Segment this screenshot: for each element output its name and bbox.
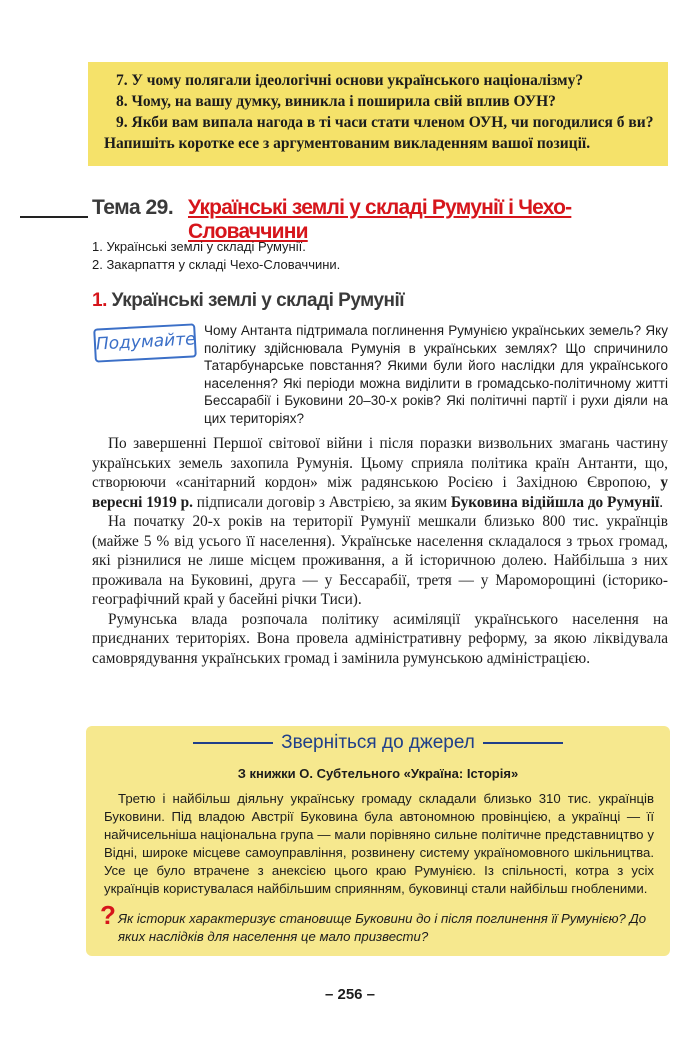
- paragraph: Румунська влада розпочала політику асиміляції українського населення на приєднаних територіях. Вона провела адміністративну реформу, за якою ліквідувала самоврядування українських громад і замінила румунською адміністрацією.: [92, 610, 668, 667]
- section-title: Українські землі у складі Румунії: [111, 290, 405, 311]
- source-paragraph: Третю і найбільш діяльну українську громаду складали близько 310 тис. українців Буковини. Під владою Австрії Буковина була автономною провінцією, а українці — її найчисельніша національна група — мали порівняно сильне політичне представництво у Відні, широке місцеве самоуправління, розвинену систему україномовного шкільництва. Усе це було втрачене з анексією цього краю Румунією. Із спільності, котра з усіх українців користувалася найбільшим сприянням, буковинці стали найбільш гнобленими.: [104, 791, 654, 896]
- source-question-text: Як історик характеризує становище Буковини до і після поглинення її Румунією? До яких наслідків для населення це мало призвести?: [118, 911, 647, 944]
- bold-fact: Буковина відійшла до Румунії: [450, 493, 660, 511]
- plan-item: 2. Закарпаття у складі Чехо-Словаччини.: [92, 257, 341, 272]
- think-text: Чому Антанта підтримала поглинення Румунією українських земель? Яку політику здійснювала Румунія в українських землях? Що спричинило Татарбунарське повстання? Якими були його наслідки для українського населення? Які періоди можна виділити в громадсько-політичному житті Бессарабії і Буковини 20–30-х років? Які політичні партії і рухи діяли на цих територіях?: [204, 323, 668, 426]
- main-text: [92, 434, 668, 668]
- think-stamp: Подумайте: [93, 323, 197, 362]
- source-quote: [104, 790, 654, 898]
- text-run: .: [659, 493, 664, 511]
- section-heading: [92, 290, 404, 312]
- topic-title: Українські землі у складі Румунії і Чехо-Словаччини: [188, 196, 572, 243]
- question-8: 8. Чому, на вашу думку, виникла і поширила свій вплив ОУН?: [116, 93, 556, 110]
- section-number: 1.: [92, 290, 107, 311]
- source-box: [86, 726, 670, 956]
- decor-line: [193, 742, 273, 744]
- paragraph: На початку 20-х років на території Румунії мешкали близько 800 тис. українців (майже 5 % від усього її населення). Українське населення складалося з трьох громад, які різнилися не лише місцем проживання, а й історичною долею. Найбільша з них проживала на Буковині, друга — у Бессарабії, третя — у Мароморощині (історико-географічний край у басейні річки Тиси).: [92, 513, 668, 608]
- source-heading-row: [86, 732, 670, 754]
- topic-header: [20, 194, 680, 243]
- source-heading: Зверніться до джерел: [281, 732, 475, 753]
- source-subheading: З книжки О. Субтельного «Україна: Історія»: [237, 766, 519, 781]
- lesson-plan: [92, 238, 340, 274]
- plan-item: 1. Українські землі у складі Румунії.: [92, 239, 306, 254]
- decor-line: [483, 742, 563, 744]
- bold-date: у вересні 1919 р.: [92, 474, 668, 511]
- question-mark-icon: ?: [100, 900, 116, 930]
- text-run: По завершенні Першої світової війни і після поразки визвольних змагань частину українських земель захопила Румунія. Цьому сприяла політика країн Антанти, що, створюючи «санітарний кордон» між радянською Росією і Західною Європою,: [92, 435, 668, 491]
- question-9: 9. Якби вам випала нагода в ті часи стати членом ОУН, чи погодилися б ви? Напишіть коротке есе з аргументованим викладенням вашої позиції.: [104, 114, 654, 152]
- text-run: підписали договір з Австрією, за яким: [192, 493, 451, 511]
- review-questions-box: [88, 62, 668, 166]
- paragraph: [92, 434, 668, 512]
- page-number: – 256 –: [324, 986, 376, 1003]
- topic-rule: [20, 216, 88, 218]
- source-question: [100, 900, 654, 946]
- question-7: 7. У чому полягали ідеологічні основи українського націоналізму?: [116, 72, 584, 89]
- topic-number: Тема 29.: [92, 196, 174, 219]
